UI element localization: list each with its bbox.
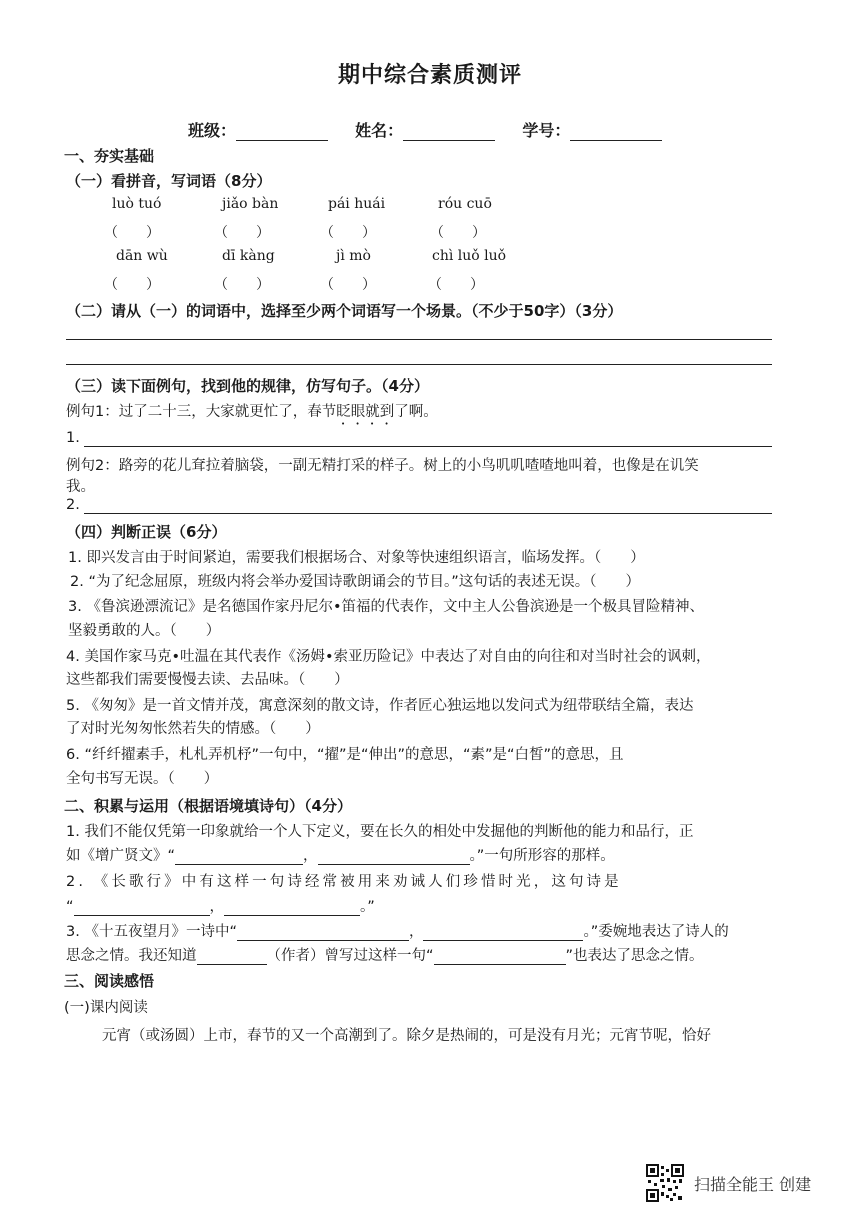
judge-q5-line2: 了对时光匆匆怅然若失的情感。（ ） [66, 721, 320, 737]
qr-code-icon [646, 1164, 684, 1202]
answer-box-3[interactable]: （ ） [320, 225, 376, 241]
fill-blank[interactable] [434, 948, 566, 965]
example-1-end: 了啊。 [394, 404, 438, 420]
example-2-line1: 例句2：路旁的花儿耷拉着脑袋，一副无精打采的样子。树上的小鸟叽叽喳喳地叫着，也像是在讥笑 [66, 458, 699, 474]
name-blank[interactable] [403, 124, 495, 141]
part4-title: （四）判断正误（6分） [66, 523, 227, 541]
pinyin-4: róu cuō [438, 196, 492, 212]
fill-q3-l2-lead: 思念之情。我还知道 [66, 948, 197, 964]
judge-q6-line1: 6. “纤纤擢素手，札札弄机杼”一句中，“擢”是“伸出”的意思，“素”是“白皙”的意思，且 [66, 747, 624, 763]
pinyin-8: chì luǒ luǒ [432, 248, 507, 264]
answer-line[interactable] [66, 364, 772, 365]
fill-q1-tail: 。”一句所形容的那样。 [469, 848, 615, 864]
judge-q3-line2: 坚毅勇敢的人。（ ） [68, 623, 221, 639]
fill-q3-tail: 。”委婉地表达了诗人的 [583, 924, 729, 940]
fill-q3-line2 [66, 944, 704, 965]
answer-number-2: 2. [66, 497, 80, 513]
judge-q2: 2. “为了纪念屈原，班级内将会举办爱国诗歌朗诵会的节目。”这句话的表述无误。（ ） [70, 574, 640, 590]
fill-q2-line1: 2. 《长歌行》中有这样一句诗经常被用来劝诫人们珍惜时光，这句诗是 [66, 874, 622, 890]
close-quote: 。” [360, 899, 375, 915]
judge-q6-line2: 全句书写无误。（ ） [66, 771, 219, 787]
author-blank[interactable] [197, 948, 267, 965]
example-1-emphasis: 眨眼就到 [336, 404, 395, 420]
example-1-text: 例句1：过了二十三，大家就更忙了，春节 [66, 404, 337, 420]
answer-box-2[interactable]: （ ） [214, 225, 270, 241]
fill-blank[interactable] [224, 899, 360, 916]
answer-line[interactable] [84, 513, 772, 514]
fill-q2-line2 [66, 895, 375, 916]
part1-title: （一）看拼音，写词语（8分） [66, 172, 272, 190]
pinyin-1: luò tuó [112, 196, 162, 212]
pinyin-2: jiǎo bàn [222, 196, 279, 212]
pinyin-6: dī kàng [222, 248, 275, 264]
judge-q5-line1: 5. 《匆匆》是一首文情并茂，寓意深刻的散文诗，作者匠心独运地以发问式为纽带联结全篇，表达 [66, 698, 694, 714]
judge-q1: 1. 即兴发言由于时间紧迫，需要我们根据场合、对象等快速组织语言，临场发挥。（ ） [68, 550, 645, 566]
fill-q1-line2 [66, 844, 615, 865]
fill-blank[interactable] [74, 899, 210, 916]
answer-box-4[interactable]: （ ） [430, 225, 486, 241]
judge-q3-line1: 3. 《鲁滨逊漂流记》是名德国作家丹尼尔•笛福的代表作，文中主人公鲁滨逊是一个极具冒险精神、 [68, 599, 704, 615]
fill-q3-l2-tail: ”也表达了思念之情。 [565, 948, 704, 964]
open-quote: “ [66, 899, 74, 915]
answer-box-1[interactable]: （ ） [104, 225, 160, 241]
id-label: 学号： [522, 121, 571, 140]
section1-title: 一、夯实基础 [64, 147, 155, 165]
answer-line[interactable] [66, 339, 772, 340]
example-1 [66, 400, 438, 428]
pinyin-7: jì mò [336, 248, 371, 264]
student-info [188, 118, 662, 141]
reading-paragraph: 元宵（或汤圆）上市，春节的又一个高潮到了。除夕是热闹的，可是没有月光；元宵节呢，恰好 [102, 1028, 711, 1044]
answer-box-6[interactable]: （ ） [214, 277, 270, 293]
fill-blank[interactable] [237, 924, 409, 941]
fill-q3-lead: 3. 《十五夜望月》一诗中“ [66, 924, 237, 940]
pinyin-5: dān wù [116, 248, 168, 264]
fill-q1-line1: 1. 我们不能仅凭第一印象就给一个人下定义，要在长久的相处中发掘他的判断他的能力和品行，正 [66, 824, 694, 840]
part2-title: （二）请从（一）的词语中，选择至少两个词语写一个场景。（不少于50字）（3分） [66, 302, 623, 320]
comma: ， [209, 899, 225, 915]
fill-blank[interactable] [175, 848, 303, 865]
judge-q4-line2: 这些都我们需要慢慢去读、去品味。（ ） [66, 672, 349, 688]
answer-box-5[interactable]: （ ） [104, 277, 160, 293]
fill-q3-l2-mid: （作者）曾写过这样一句“ [266, 948, 434, 964]
page-title: 期中综合素质测评 [337, 63, 522, 88]
id-blank[interactable] [570, 124, 662, 141]
scanner-watermark: 扫描全能王 创建 [694, 1175, 812, 1194]
comma: ， [303, 848, 318, 864]
fill-q1-lead: 如《增广贤文》“ [66, 848, 176, 864]
answer-box-7[interactable]: （ ） [320, 277, 376, 293]
part3-title: （三）读下面例句，找到他的规律，仿写句子。（4分） [66, 377, 429, 395]
judge-q4-line1: 4. 美国作家马克•吐温在其代表作《汤姆•索亚历险记》中表达了对自由的向往和对当时社会的讽刺， [66, 649, 711, 665]
section2-title: 二、积累与运用（根据语境填诗句）（4分） [64, 797, 352, 815]
fill-q3-line1 [66, 920, 729, 941]
fill-blank[interactable] [423, 924, 583, 941]
answer-number-1: 1. [66, 430, 80, 446]
name-label: 姓名： [355, 121, 404, 140]
answer-box-8[interactable]: （ ） [428, 277, 484, 293]
example-2-line2: 我。 [66, 479, 95, 495]
class-label: 班级： [188, 121, 237, 140]
comma: ， [408, 924, 424, 940]
pinyin-3: pái huái [328, 196, 386, 212]
class-blank[interactable] [236, 124, 328, 141]
answer-line[interactable] [84, 446, 772, 447]
section3-title: 三、阅读感悟 [64, 972, 155, 990]
section3-subtitle: (一)课内阅读 [64, 1000, 148, 1016]
fill-blank[interactable] [318, 848, 470, 865]
